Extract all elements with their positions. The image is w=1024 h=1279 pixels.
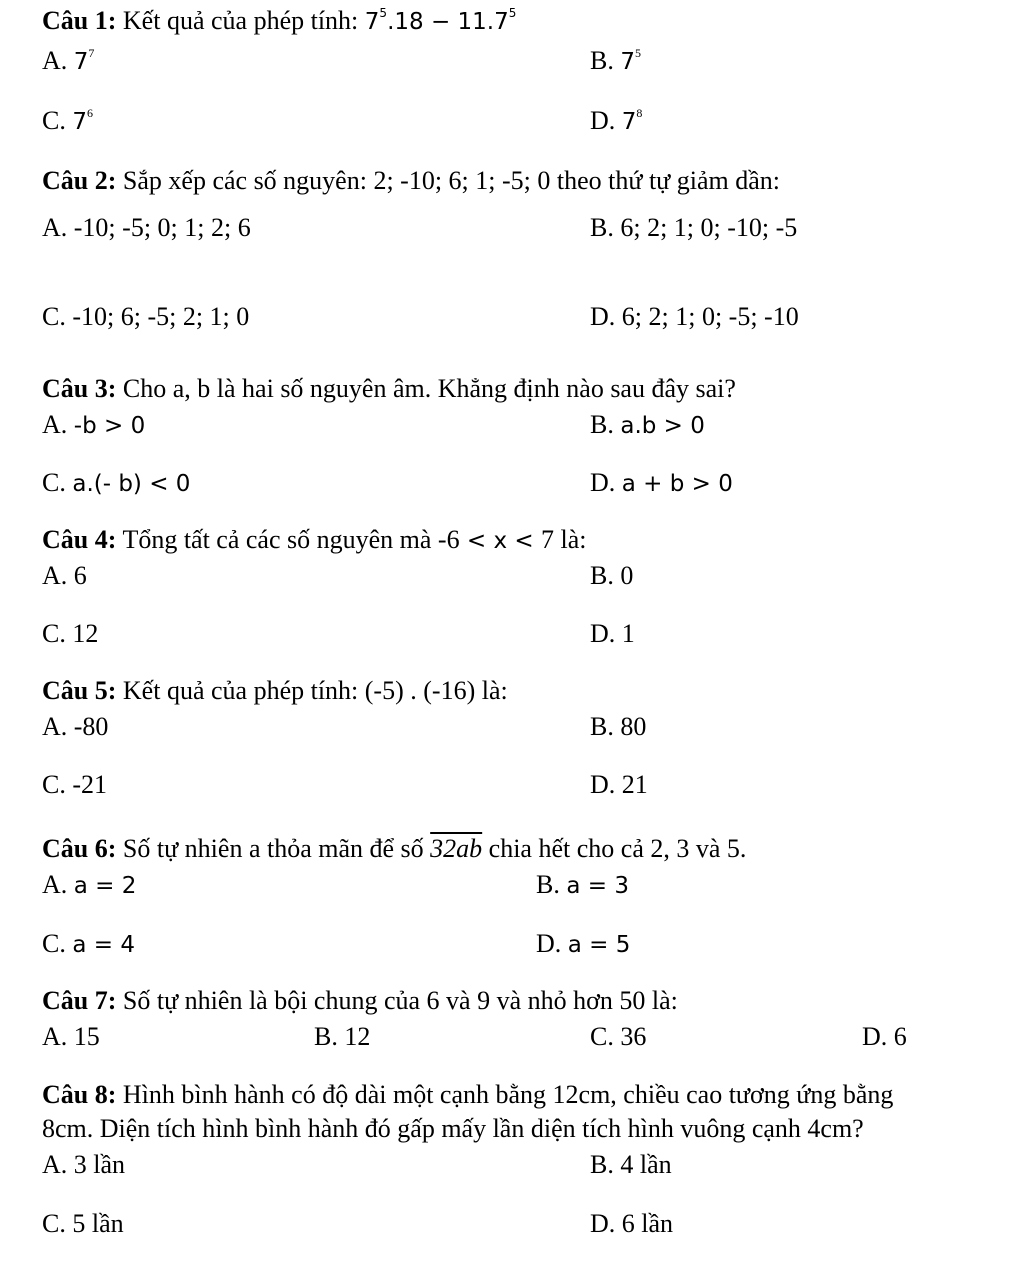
option-b[interactable]: B. 4 lần: [590, 1150, 672, 1179]
option-a[interactable]: A. 3 lần: [42, 1150, 126, 1179]
option-d[interactable]: D. 1: [590, 619, 635, 648]
option-a[interactable]: A. 15: [42, 1022, 100, 1051]
question-label: Câu 5:: [42, 676, 117, 705]
question-label: Câu 3:: [42, 374, 117, 403]
question-text-line2: 8cm. Diện tích hình bình hành đó gấp mấy lần diện tích hình vuông cạnh 4cm?: [42, 1114, 864, 1143]
question-4: Câu 4: Tổng tất cả các số nguyên mà -6 < x < 7 là:: [42, 525, 587, 554]
option-c[interactable]: C. 5 lần: [42, 1209, 124, 1238]
question-text: Kết quả của phép tính: (-5) . (-16) là:: [122, 676, 508, 705]
option-b[interactable]: B. 6; 2; 1; 0; -10; -5: [590, 213, 798, 242]
question-label: Câu 2:: [42, 166, 117, 195]
option-c[interactable]: C. a.(- b) < 0: [42, 468, 191, 497]
question-text: Tổng tất cả các số nguyên mà -6: [122, 525, 460, 554]
inequality: < x <: [459, 528, 541, 554]
option-d[interactable]: D. 6: [862, 1022, 907, 1051]
overlined-number: 32ab: [430, 834, 483, 863]
question-label: Câu 7:: [42, 986, 117, 1015]
option-b[interactable]: B. 80: [590, 712, 647, 741]
option-c[interactable]: C. $7^6$: [42, 106, 93, 135]
question-7: [42, 988, 678, 1014]
option-d[interactable]: D. 21: [590, 770, 648, 799]
option-b[interactable]: B. a.b > 0: [590, 410, 705, 439]
question-label: Câu 1:: [42, 6, 117, 35]
option-c[interactable]: C. -10; 6; -5; 2; 1; 0: [42, 302, 250, 331]
option-c[interactable]: C. -21: [42, 770, 107, 799]
question-2: [42, 168, 780, 194]
question-3: [42, 376, 736, 402]
option-c[interactable]: C. 36: [590, 1022, 647, 1051]
question-5: [42, 678, 508, 704]
option-b[interactable]: B. a = 3: [536, 870, 629, 899]
question-label: Câu 6:: [42, 834, 117, 863]
option-a[interactable]: A. a = 2: [42, 870, 137, 899]
question-text: Hình bình hành có độ dài một cạnh bằng 12cm, chiều cao tương ứng bằng: [122, 1080, 894, 1109]
question-text: Sắp xếp các số nguyên: 2; -10; 6; 1; -5; 0 theo thứ tự giảm dần:: [122, 166, 781, 195]
question-label: Câu 4:: [42, 525, 117, 554]
option-a[interactable]: A. -80: [42, 712, 109, 741]
option-c[interactable]: C. a = 4: [42, 929, 135, 958]
question-1: [42, 8, 516, 34]
question-text: Số tự nhiên a thỏa mãn để số: [122, 834, 424, 863]
question-6: Câu 6: Số tự nhiên a thỏa mãn để số 32ab chia hết cho cả 2, 3 và 5.: [42, 834, 747, 863]
option-a[interactable]: A. 6: [42, 561, 87, 590]
option-b[interactable]: B. 12: [314, 1022, 371, 1051]
option-c[interactable]: C. 12: [42, 619, 99, 648]
expression: $7^5.18 - 11.7^5$: [364, 6, 517, 35]
question-text: Cho a, b là hai số nguyên âm. Khẳng định nào sau đây sai?: [122, 374, 736, 403]
option-d[interactable]: D. 6 lần: [590, 1209, 674, 1238]
option-d[interactable]: D. a + b > 0: [590, 468, 733, 497]
option-b[interactable]: B. 0: [590, 561, 634, 590]
option-d[interactable]: D. 6; 2; 1; 0; -5; -10: [590, 302, 799, 331]
option-d[interactable]: D. a = 5: [536, 929, 631, 958]
option-b[interactable]: B. $7^5$: [590, 46, 641, 75]
question-8: [42, 1082, 893, 1108]
option-a[interactable]: A. -b > 0: [42, 410, 146, 439]
option-a[interactable]: A. -10; -5; 0; 1; 2; 6: [42, 213, 251, 242]
question-label: Câu 8:: [42, 1080, 117, 1109]
question-text: Kết quả của phép tính:: [122, 6, 359, 35]
option-a[interactable]: A. $7^7$: [42, 46, 95, 75]
option-d[interactable]: D. $7^8$: [590, 106, 643, 135]
question-text: Số tự nhiên là bội chung của 6 và 9 và nhỏ hơn 50 là:: [122, 986, 678, 1015]
